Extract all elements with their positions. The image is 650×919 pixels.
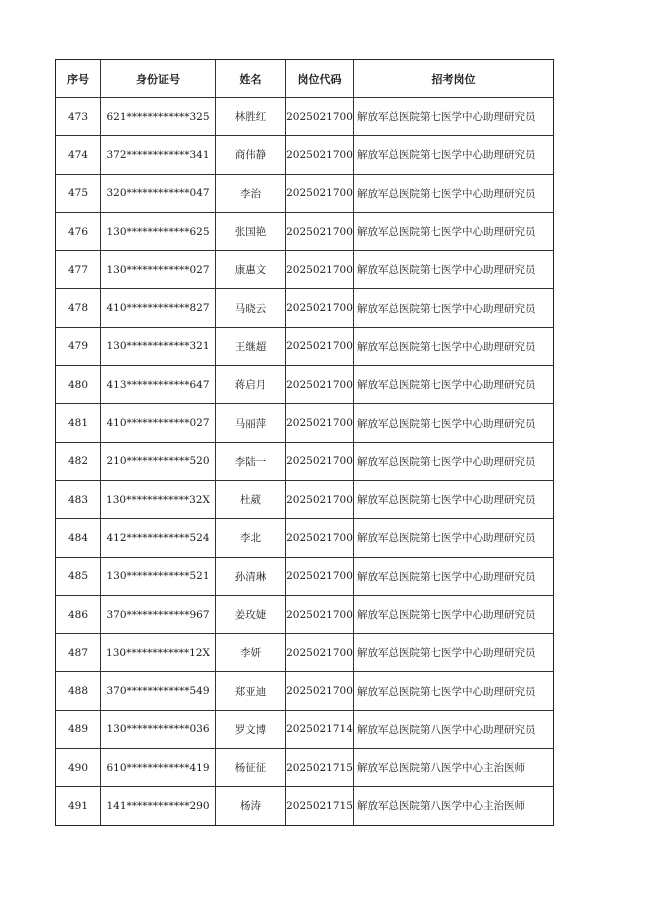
header-post-title: 招考岗位 — [354, 60, 554, 98]
table-row — [56, 480, 554, 518]
cell-name: 杨征征 — [216, 749, 286, 787]
cell-name: 李治 — [216, 174, 286, 212]
cell-id-number: 130************521 — [101, 557, 216, 595]
cell-index: 485 — [56, 557, 101, 595]
cell-name: 姜玫婕 — [216, 595, 286, 633]
cell-name: 张国艳 — [216, 212, 286, 250]
cell-id-number: 610************419 — [101, 749, 216, 787]
cell-name: 马丽萍 — [216, 404, 286, 442]
table-row — [56, 787, 554, 825]
cell-name: 王继超 — [216, 327, 286, 365]
cell-post-title: 解放军总医院第七医学中心助理研究员 — [354, 634, 554, 672]
cell-name: 杜葳 — [216, 480, 286, 518]
cell-id-number: 130************321 — [101, 327, 216, 365]
table-row — [56, 557, 554, 595]
cell-id-number: 370************967 — [101, 595, 216, 633]
cell-post-title: 解放军总医院第八医学中心主治医师 — [354, 787, 554, 825]
cell-post-code: 2025021700 — [286, 557, 354, 595]
cell-post-code: 2025021700 — [286, 442, 354, 480]
cell-post-code: 2025021700 — [286, 327, 354, 365]
cell-post-code: 2025021714 — [286, 710, 354, 748]
cell-name: 李妍 — [216, 634, 286, 672]
cell-index: 487 — [56, 634, 101, 672]
cell-post-title: 解放军总医院第七医学中心助理研究员 — [354, 404, 554, 442]
cell-post-code: 2025021700 — [286, 366, 354, 404]
cell-id-number: 130************625 — [101, 212, 216, 250]
cell-id-number: 130************32X — [101, 480, 216, 518]
cell-post-title: 解放军总医院第七医学中心助理研究员 — [354, 327, 554, 365]
cell-id-number: 141************290 — [101, 787, 216, 825]
table-row — [56, 98, 554, 136]
cell-name: 罗文博 — [216, 710, 286, 748]
cell-name: 商伟静 — [216, 136, 286, 174]
header-name: 姓名 — [216, 60, 286, 98]
cell-post-code: 2025021700 — [286, 672, 354, 710]
cell-id-number: 621************325 — [101, 98, 216, 136]
table-row — [56, 327, 554, 365]
cell-post-title: 解放军总医院第七医学中心助理研究员 — [354, 480, 554, 518]
cell-post-code: 2025021700 — [286, 480, 354, 518]
cell-index: 482 — [56, 442, 101, 480]
cell-post-title: 解放军总医院第七医学中心助理研究员 — [354, 136, 554, 174]
cell-post-code: 2025021715 — [286, 749, 354, 787]
cell-id-number: 210************520 — [101, 442, 216, 480]
table-row — [56, 251, 554, 289]
cell-post-title: 解放军总医院第七医学中心助理研究员 — [354, 672, 554, 710]
cell-post-title: 解放军总医院第七医学中心助理研究员 — [354, 98, 554, 136]
table-row — [56, 442, 554, 480]
cell-post-title: 解放军总医院第八医学中心主治医师 — [354, 749, 554, 787]
cell-name: 李陆一 — [216, 442, 286, 480]
table-row — [56, 174, 554, 212]
cell-name: 康惠文 — [216, 251, 286, 289]
cell-post-title: 解放军总医院第七医学中心助理研究员 — [354, 251, 554, 289]
cell-index: 484 — [56, 519, 101, 557]
table-row — [56, 672, 554, 710]
cell-id-number: 370************549 — [101, 672, 216, 710]
cell-index: 474 — [56, 136, 101, 174]
cell-id-number: 412************524 — [101, 519, 216, 557]
cell-post-title: 解放军总医院第七医学中心助理研究员 — [354, 442, 554, 480]
cell-index: 491 — [56, 787, 101, 825]
cell-post-code: 2025021700 — [286, 289, 354, 327]
cell-index: 477 — [56, 251, 101, 289]
cell-id-number: 320************047 — [101, 174, 216, 212]
table-row — [56, 289, 554, 327]
cell-id-number: 413************647 — [101, 366, 216, 404]
cell-post-code: 2025021700 — [286, 136, 354, 174]
cell-id-number: 410************027 — [101, 404, 216, 442]
cell-id-number: 130************027 — [101, 251, 216, 289]
cell-index: 481 — [56, 404, 101, 442]
cell-post-title: 解放军总医院第七医学中心助理研究员 — [354, 595, 554, 633]
cell-index: 478 — [56, 289, 101, 327]
cell-id-number: 372************341 — [101, 136, 216, 174]
cell-post-title: 解放军总医院第七医学中心助理研究员 — [354, 557, 554, 595]
cell-post-code: 2025021700 — [286, 174, 354, 212]
cell-name: 蒋启月 — [216, 366, 286, 404]
cell-index: 475 — [56, 174, 101, 212]
table-row — [56, 366, 554, 404]
table-row — [56, 634, 554, 672]
cell-post-title: 解放军总医院第七医学中心助理研究员 — [354, 174, 554, 212]
cell-name: 林胜红 — [216, 98, 286, 136]
cell-index: 489 — [56, 710, 101, 748]
cell-post-title: 解放军总医院第七医学中心助理研究员 — [354, 289, 554, 327]
cell-index: 486 — [56, 595, 101, 633]
cell-index: 473 — [56, 98, 101, 136]
table-row — [56, 710, 554, 748]
cell-name: 郑亚迪 — [216, 672, 286, 710]
cell-index: 479 — [56, 327, 101, 365]
cell-post-code: 2025021700 — [286, 404, 354, 442]
cell-index: 490 — [56, 749, 101, 787]
cell-post-title: 解放军总医院第七医学中心助理研究员 — [354, 366, 554, 404]
cell-index: 480 — [56, 366, 101, 404]
cell-id-number: 130************036 — [101, 710, 216, 748]
cell-post-code: 2025021700 — [286, 251, 354, 289]
table-row — [56, 519, 554, 557]
table-row — [56, 749, 554, 787]
cell-post-title: 解放军总医院第七医学中心助理研究员 — [354, 212, 554, 250]
cell-name: 马晓云 — [216, 289, 286, 327]
cell-post-code: 2025021700 — [286, 634, 354, 672]
table-row — [56, 595, 554, 633]
cell-post-title: 解放军总医院第八医学中心助理研究员 — [354, 710, 554, 748]
cell-post-code: 2025021715 — [286, 787, 354, 825]
header-index: 序号 — [56, 60, 101, 98]
header-row — [56, 60, 554, 98]
cell-post-code: 2025021700 — [286, 98, 354, 136]
cell-index: 476 — [56, 212, 101, 250]
cell-id-number: 410************827 — [101, 289, 216, 327]
cell-id-number: 130************12X — [101, 634, 216, 672]
header-post-code: 岗位代码 — [286, 60, 354, 98]
cell-index: 483 — [56, 480, 101, 518]
cell-post-title: 解放军总医院第七医学中心助理研究员 — [354, 519, 554, 557]
cell-post-code: 2025021700 — [286, 519, 354, 557]
table-row — [56, 212, 554, 250]
table-row — [56, 136, 554, 174]
cell-index: 488 — [56, 672, 101, 710]
table-row — [56, 404, 554, 442]
cell-name: 杨涛 — [216, 787, 286, 825]
header-id-number: 身份证号 — [101, 60, 216, 98]
cell-post-code: 2025021700 — [286, 595, 354, 633]
cell-name: 孙清琳 — [216, 557, 286, 595]
candidate-table — [55, 59, 554, 826]
cell-post-code: 2025021700 — [286, 212, 354, 250]
cell-name: 李北 — [216, 519, 286, 557]
